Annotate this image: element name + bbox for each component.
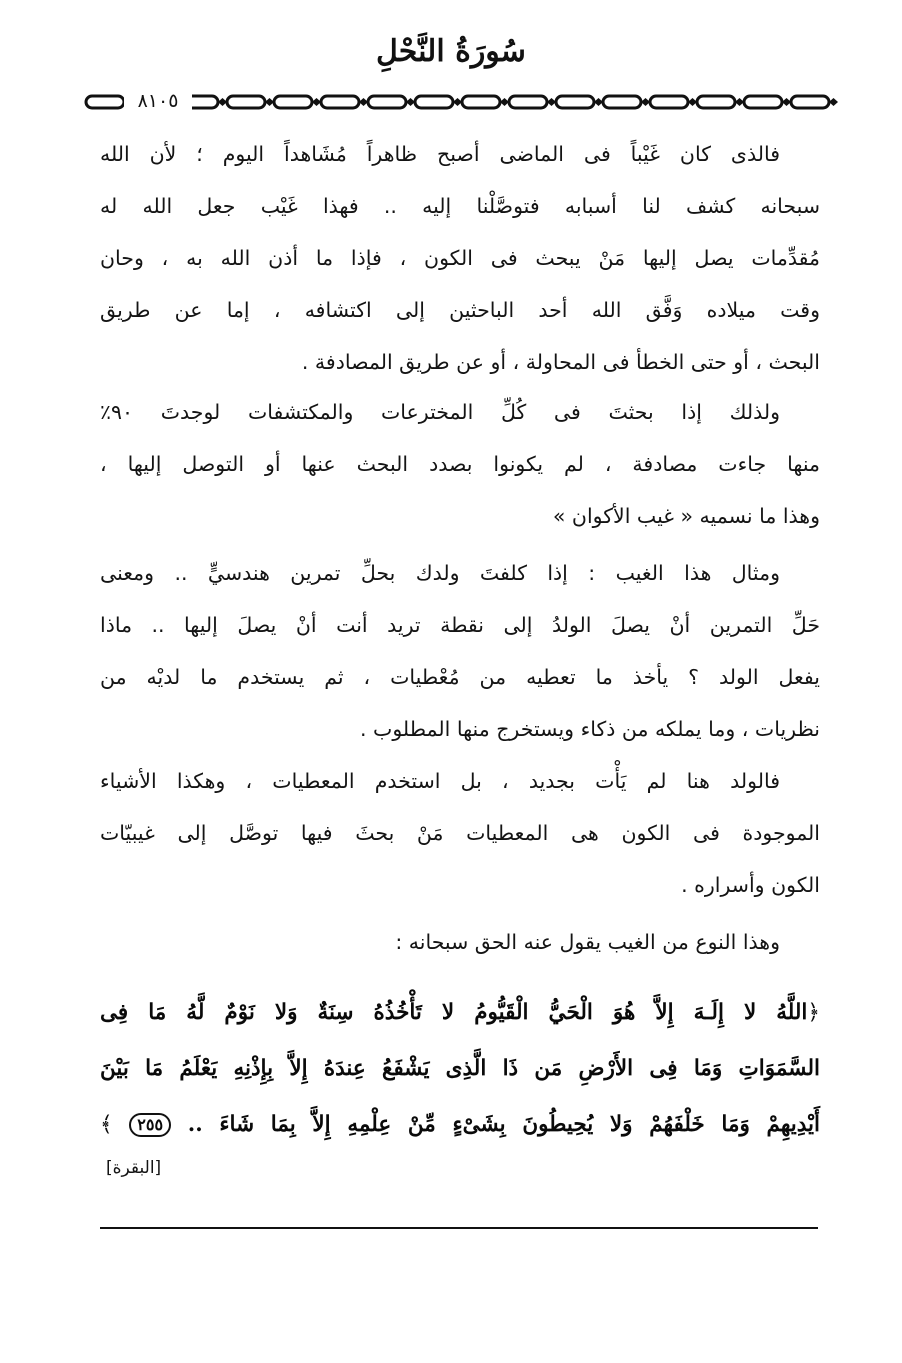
paragraph-line: ولذلك إذا بحثتَ فى كُلِّ المخترعات والمكتشفات لوجدتَ ٩٠٪ [100, 400, 780, 424]
surah-reference: [البقرة] [106, 1158, 162, 1178]
chain-link [650, 96, 688, 108]
surah-title: سُورَةُ النَّحْلِ [376, 34, 526, 69]
paragraph-3 [100, 547, 820, 755]
chain-link [274, 96, 312, 108]
paragraph-line: منها جاءت مصادفة ، لم يكونوا بصدد البحث عنها أو التوصل إليها ، [100, 452, 820, 476]
paragraph-line: وهذا ما نسميه « غيب الأكوان » [552, 504, 820, 528]
paragraph-line: الكون وأسراره . [681, 873, 820, 897]
paragraph-2 [100, 386, 820, 542]
quran-verse [100, 985, 820, 1153]
chain-link [227, 96, 265, 108]
paragraph-line: البحث ، أو حتى الخطأ فى المحاولة ، أو عن طريق المصادفة . [301, 350, 820, 374]
paragraph-line: الموجودة فى الكون هى المعطيات مَنْ بحثَ فيها توصَّل إلى غيبيّات [100, 821, 820, 845]
verse-close-bracket: ﴾ [100, 1112, 113, 1137]
paragraph-line: وقت ميلاده وَفَّق الله أحد الباحثين إلى اكتشافه ، إما عن طريق [100, 298, 820, 322]
paragraph-line: يفعل الولد ؟ يأخذ ما تعطيه من مُعْطيات ، ثم يستخدم ما لديْه من [100, 665, 820, 689]
chain-link [791, 96, 829, 108]
paragraph-line: نظريات ، وما يملكه من ذكاء ويستخرج منها المطلوب . [359, 717, 820, 741]
verse-line [100, 985, 820, 1041]
verse-open-bracket: ﴿ [807, 1000, 820, 1025]
chain-link [321, 96, 359, 108]
chain-border-ornament [84, 89, 844, 115]
ayah-number-badge: ٢٥٥ [129, 1113, 171, 1137]
chain-link [368, 96, 406, 108]
paragraph-5 [100, 916, 820, 968]
chain-link [697, 96, 735, 108]
paragraph-1 [100, 128, 820, 388]
chain-link [509, 96, 547, 108]
verse-line: السَّمَوَاتِ وَمَا فِى الأَرْضِ مَن ذَا الَّذِى يَشْفَعُ عِندَهُ إِلاَّ بِإِذْنِهِ يَعْلَمُ مَا بَيْنَ [100, 1056, 820, 1081]
paragraph-line: ومثال هذا الغيب : إذا كلفتَ ولدك بحلِّ تمرين هندسيٍّ .. ومعنى [100, 561, 780, 585]
paragraph-line: فالذى كان غَيْباً فى الماضى أصبح ظاهراً مُشَاهداً اليوم ؛ لأن الله [100, 142, 780, 166]
paragraph-line: حَلِّ التمرين أنْ يصلَ الولدُ إلى نقطة تريد أنت أنْ يصلَ إليها .. ماذا [100, 613, 820, 637]
footer-divider [100, 1227, 818, 1229]
verse-line [100, 1097, 820, 1153]
paragraph-line: مُقدِّمات يصل إليها مَنْ يبحث فى الكون ، فإذا ما أذن الله به ، وحان [100, 246, 820, 270]
chain-link [462, 96, 500, 108]
verse-line-text: أَيْدِيهِمْ وَمَا خَلْفَهُمْ وَلا يُحِيطُونَ بِشَىْءٍ مِّنْ عِلْمِهِ إِلاَّ بِمَا شَاءَ .. [187, 1112, 820, 1137]
chain-link [744, 96, 782, 108]
chain-link [603, 96, 641, 108]
paragraph-4 [100, 755, 820, 911]
page-number: ٨١٠٥ [124, 88, 192, 114]
chain-link [86, 96, 124, 108]
paragraph-line: فالولد هنا لم يَأْت بجديد ، بل استخدم المعطيات ، وهكذا الأشياء [100, 769, 780, 793]
verse-line-text: اللَّهُ لا إِلَـهَ إِلاَّ هُوَ الْحَيُّ الْقَيُّومُ لا تَأْخُذُهُ سِنَةٌ وَلا نَوْمٌ لَّهُ مَا فِى [100, 1000, 808, 1025]
chain-diamond [829, 98, 838, 106]
chain-ornament-svg [84, 89, 844, 115]
paragraph-line: سبحانه كشف لنا أسبابه فتوصَّلْنا إليه .. فهذا غَيْب جعل الله له [100, 194, 820, 218]
chain-link [415, 96, 453, 108]
paragraph-line: وهذا النوع من الغيب يقول عنه الحق سبحانه : [395, 930, 780, 954]
chain-link [556, 96, 594, 108]
